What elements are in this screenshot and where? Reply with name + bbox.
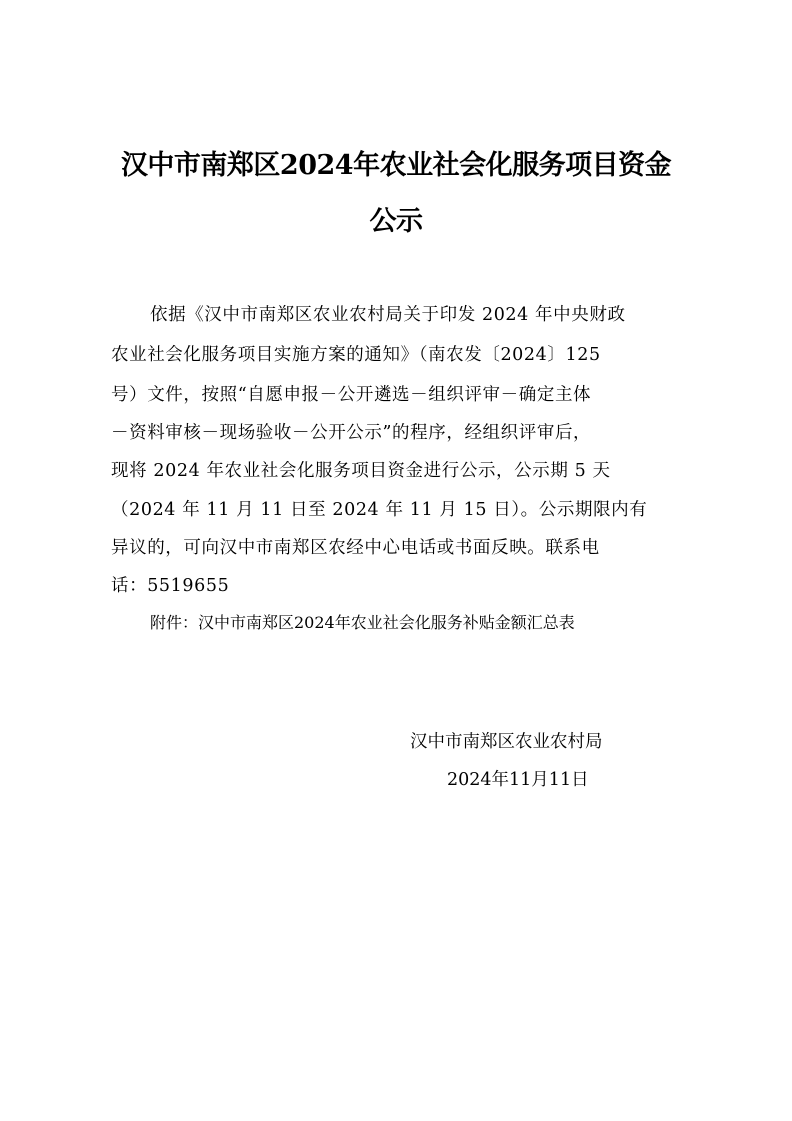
document-title-line-1: 汉中市南郑区2024年农业社会化服务项目资金 [120, 150, 672, 181]
body-paragraph-line-4: －资料审核－现场验收－公开公示”的程序，经组织评审后， [111, 423, 592, 443]
body-paragraph-line-1: 依据《汉中市南郑区农业农村局关于印发 2024 年中央财政 [150, 305, 626, 325]
attachment-note: 附件：汉中市南郑区2024年农业社会化服务补贴金额汇总表 [150, 613, 575, 632]
document-title-line-2: 公示 [369, 206, 423, 237]
signature-date: 2024年11月11日 [447, 770, 589, 790]
body-paragraph-line-6: （2024 年 11 月 11 日至 2024 年 11 月 15 日）。公示期限内有 [111, 500, 648, 520]
body-paragraph-line-3: 号）文件，按照“自愿申报－公开遴选－组织评审－确定主体 [111, 385, 592, 405]
body-paragraph-line-7: 异议的，可向汉中市南郑区农经中心电话或书面反映。联系电 [111, 538, 600, 558]
signature-organization: 汉中市南郑区农业农村局 [410, 732, 603, 752]
body-paragraph-line-5: 现将 2024 年农业社会化服务项目资金进行公示，公示期 5 天 [111, 461, 611, 481]
body-paragraph-line-2: 农业社会化服务项目实施方案的通知》（南农发〔2024〕125 [111, 345, 601, 365]
body-paragraph-line-8: 话：5519655 [111, 576, 230, 596]
